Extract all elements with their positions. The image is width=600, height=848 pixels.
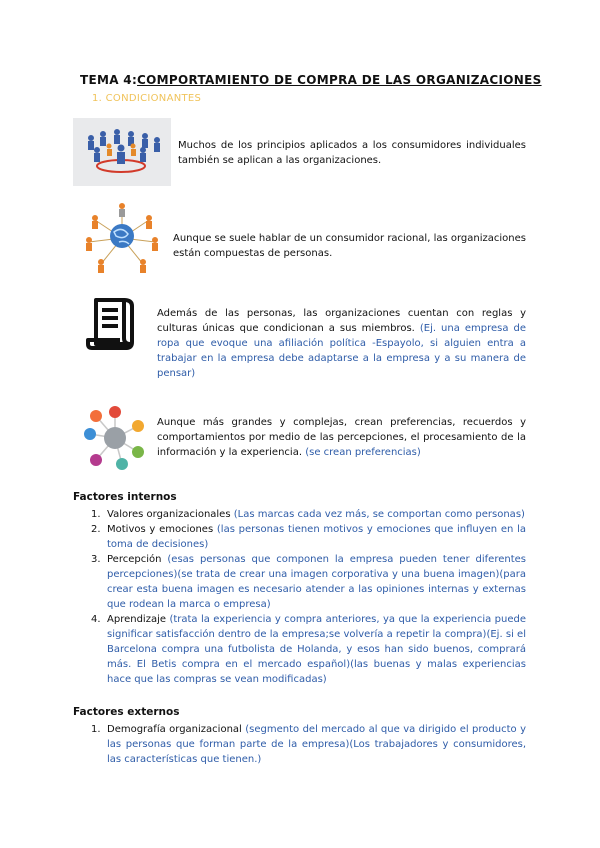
section-heading: 1. CONDICIONANTES xyxy=(92,93,202,104)
list-item: 4. Aprendizaje (trata la experiencia y compra anteriores, ya que la experiencia puede significar satisfacción dentro de la empresa;se volvería a repetir la compra)(Ej. si el Barcelona compra una futbolista de Holanda, y esos han sido buenos, comprará más. El Betis compra en el mercado español)(las buenas y malas experiencias hace que las compras se vean modificadas) xyxy=(91,614,526,685)
internal-factors-heading: Factores internos xyxy=(73,491,177,503)
list-item: 1. Demografía organizacional (segmento del mercado al que va dirigido el producto y las personas que forman parte de la empresa)(Los trabajadores y consumidores, las características que tienen.) xyxy=(91,724,526,765)
list-item: 1. Valores organizacionales (Las marcas cada vez más, se comportan como personas) xyxy=(91,509,525,520)
title-main: COMPORTAMIENTO DE COMPRA DE LAS ORGANIZACIONES xyxy=(137,73,542,87)
list-item: 2. Motivos y emociones (las personas tienen motivos y emociones que influyen en la toma de decisiones) xyxy=(91,524,526,550)
block-2-text: Aunque se suele hablar de un consumidor racional, las organizaciones están compuestas de personas. xyxy=(173,233,526,259)
document-scroll-icon xyxy=(86,296,142,352)
block-3-note: (Ej. una empresa de ropa que evoque una afiliación política -Espayolo, si alguien entra a trabajar en la empresa debe adaptarse a la empresa y a su manera de pensar) xyxy=(157,323,526,379)
external-factors-heading: Factores externos xyxy=(73,706,180,718)
external-factors-list xyxy=(91,722,526,767)
globe-people-image xyxy=(79,198,165,278)
page-title xyxy=(80,73,542,87)
crowd-network-image xyxy=(73,118,171,186)
list-item: 3. Percepción (esas personas que componen la empresa pueden tener diferentes percepciones)(se trata de crear una imagen corporativa y una buena imagen)(para crear esta buena imagen es necesario atender a las opiniones internas y externas que rodean la marca o empresa) xyxy=(91,554,526,610)
block-3-text: Además de las personas, las organizaciones cuentan con reglas y culturas únicas que condicionan a sus miembros. (Ej. una empresa de ropa que evoque una afiliación política -Espayolo, si alguien entra a trabajar en la empresa debe adaptarse a la empresa y a su manera de pensar) xyxy=(157,308,526,379)
block-4-note: (se crean preferencias) xyxy=(305,447,421,458)
brain-emotions-image xyxy=(78,402,152,474)
block-4-text: Aunque más grandes y complejas, crean preferencias, recuerdos y comportamientos por medio de las percepciones, el procesamiento de la información y la experiencia. (se crean preferencias) xyxy=(157,417,526,458)
title-prefix: TEMA 4: xyxy=(80,73,138,87)
block-1-text: Muchos de los principios aplicados a los consumidores individuales también se aplican a las organizaciones. xyxy=(178,140,526,166)
internal-factors-list xyxy=(91,507,526,687)
